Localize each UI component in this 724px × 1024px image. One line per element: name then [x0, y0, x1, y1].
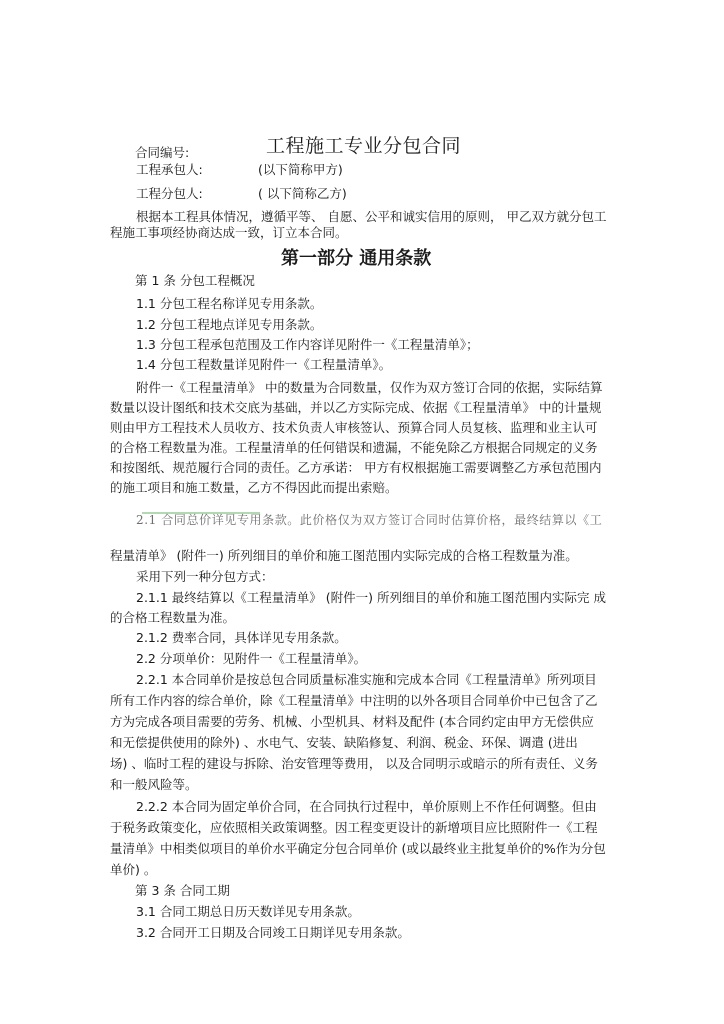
paragraph-line: 的合格工程数量为准。工程量清单的任何错误和遗漏，不能免除乙方根据合同规定的义务 — [110, 440, 598, 455]
clause-line: 3.1 合同工期总日历天数详见专用条款。 — [136, 904, 360, 919]
article-heading: 第 1 条 分包工程概况 — [135, 273, 255, 288]
contract-number-label: 合同编号: — [135, 145, 190, 160]
subcontractor-label: 工程分包人: — [136, 186, 203, 201]
paragraph-line: 附件一《工程量清单》 中的数量为合同数量，仅作为双方签订合同的依据，实际结算 — [136, 380, 603, 395]
clause-line: 2.2 分项单价：见附件一《工程量清单》。 — [136, 651, 367, 666]
contractor-label: 工程承包人: — [136, 162, 203, 177]
intro-line: 程施工事项经协商达成一致，订立本合同。 — [110, 225, 348, 240]
paragraph-line: 量清单》中相类似项目的单价水平确定分包合同单价 (或以最终业主批复单价的%作为分包 — [110, 841, 606, 856]
clause-line: 2.1.2 费率合同，具体详见专用条款。 — [136, 630, 347, 645]
paragraph-line: 的合格工程数量为准。 — [110, 610, 236, 625]
document-title: 工程施工专业分包合同 — [266, 135, 462, 157]
clause-line: 3.2 合同开工日期及合同竣工日期详见专用条款。 — [136, 925, 410, 940]
paragraph-line: 程量清单》 (附件一) 所列细目的单价和施工图范围内实际完成的合格工程数量为准。 — [110, 548, 578, 563]
paragraph-line: 和一般风险等。 — [110, 777, 198, 792]
clause-line: 2.2.1 本合同单价是按总包合同质量标准实施和完成本合同《工程量清单》所列项目 — [136, 672, 597, 687]
article-heading: 第 3 条 合同工期 — [135, 883, 230, 898]
clause-line: 1.3 分包工程承包范围及工作内容详见附件一《工程量清单》； — [136, 337, 479, 352]
paragraph-line: 场) 、临时工程的建设与拆除、治安管理等费用， 以及合同明示或暗示的所有责任、义务 — [110, 756, 598, 771]
paragraph-line: 所有工作内容的综合单价，除《工程量清单》中注明的以外各项目合同单价中已包含了乙 — [110, 693, 598, 708]
paragraph-line: 的施工项目和施工数量，乙方不得因此而提出索赔。 — [110, 480, 398, 495]
clause-line: 1.1 分包工程名称详见专用条款。 — [136, 296, 323, 311]
clause-line: 2.2.2 本合同为固定单价合同，在合同执行过程中，单价原则上不作任何调整。但由 — [136, 799, 597, 814]
intro-line: 根据本工程具体情况，遵循平等、 自愿、公平和诚实信用的原则， 甲乙双方就分包工 — [136, 209, 607, 224]
paragraph-line: 和按图纸、规范履行合同的责任。乙方承诺： 甲方有权根据施工需要调整乙方承包范围内 — [110, 460, 602, 475]
paragraph-line: 数量以设计图纸和技术交底为基础，并以乙方实际完成、依据《工程量清单》 中的计量规 — [110, 400, 602, 415]
paragraph-line: 方为完成各项目需要的劳务、机械、小型机具、材料及配件 (本合同约定由甲方无偿供应 — [110, 714, 594, 729]
paragraph-line: 则由甲方工程技术人员收方、技术负责人审核签认、预算合同人员复核、监理和业主认可 — [110, 420, 598, 435]
part-one-heading: 第一部分 通用条款 — [281, 248, 432, 269]
paragraph-line: 和无偿提供使用的除外) 、水电气、安装、缺陷修复、利润、税金、环保、调遣 (进出 — [110, 735, 578, 750]
clause-line: 1.4 分包工程数量详见附件一《工程量清单》。 — [136, 357, 392, 372]
contractor-note: (以下简称甲方) — [258, 162, 343, 177]
paragraph-line: 单价) 。 — [110, 862, 157, 877]
subcontractor-note: ( 以下简称乙方) — [258, 186, 347, 201]
clause-line: 1.2 分包工程地点详见专用条款。 — [136, 317, 323, 332]
faint-clause-line: 2.1 合同总价详见专用条款。此价格仅为双方签订合同时估算价格，最终结算以《工 — [136, 513, 603, 527]
clause-line: 2.1.1 最终结算以《工程量清单》 (附件一) 所列细目的单价和施工图范围内实际完 成 — [136, 590, 606, 605]
paragraph-line: 采用下列一种分包方式： — [136, 569, 274, 584]
paragraph-line: 于税务政策变化，应依照相关政策调整。因工程变更设计的新增项目应比照附件一《工程 — [110, 820, 598, 835]
